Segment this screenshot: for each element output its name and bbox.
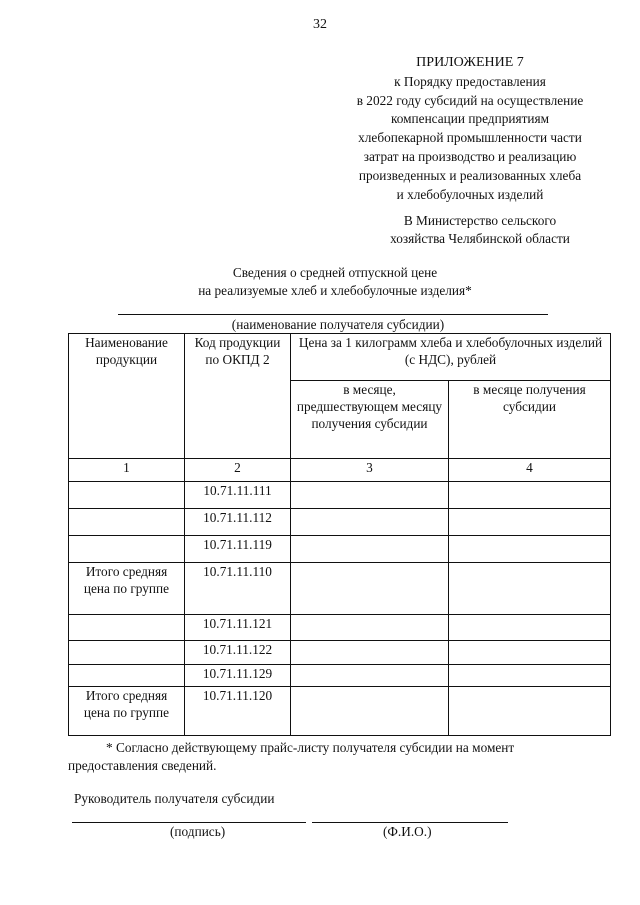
- cell-product-name: [69, 615, 185, 641]
- cell-prev-price: [291, 482, 449, 509]
- table-header-row: [69, 334, 611, 381]
- addressee-line: хозяйства Челябинской области: [390, 231, 570, 246]
- appendix-line: компенсации предприятиям: [390, 111, 550, 127]
- cell-prev-price: [291, 509, 449, 536]
- table-row-total: [69, 563, 611, 615]
- footnote-line: * Согласно действующему прайс-листу получателя субсидии на момент: [106, 740, 515, 755]
- appendix-line: к Порядку предоставления: [394, 73, 546, 89]
- cell-okpd-code: 10.71.11.110: [185, 563, 291, 615]
- appendix-block: [330, 54, 610, 204]
- recipient-name-label: (наименование получателя субсидии): [231, 317, 445, 332]
- full-name-label: (Ф.И.О.): [383, 824, 432, 839]
- table-row-total: [69, 687, 611, 736]
- cell-product-name: [69, 509, 185, 536]
- table-row: [69, 509, 611, 536]
- table-row: [69, 482, 611, 509]
- recipient-name-line: [118, 314, 548, 315]
- cell-prev-price: [291, 687, 449, 736]
- cell-okpd-code: 10.71.11.111: [185, 482, 291, 509]
- cell-cur-price: [449, 687, 611, 736]
- header-prev-month: в месяце, предшествующем месяцу получения субсидии: [291, 381, 449, 459]
- appendix-line: хлебопекарной промышленности части: [358, 130, 582, 146]
- cell-okpd-code: 10.71.11.119: [185, 536, 291, 563]
- cell-cur-price: [449, 615, 611, 641]
- form-heading: [100, 264, 570, 300]
- cell-cur-price: [449, 665, 611, 687]
- price-table: [68, 333, 611, 736]
- column-number: 2: [185, 459, 291, 482]
- table-row: [69, 615, 611, 641]
- appendix-line: затрат на производство и реализацию: [363, 148, 577, 164]
- heading-line: на реализуемые хлеб и хлебобулочные изделия*: [198, 283, 472, 298]
- heading-line: Сведения о средней отпускной цене: [232, 265, 438, 280]
- cell-product-name: Итого средняя цена по группе: [69, 563, 185, 615]
- cell-prev-price: [291, 563, 449, 615]
- appendix-line: в 2022 году субсидий на осуществление: [356, 92, 584, 108]
- cell-okpd-code: 10.71.11.112: [185, 509, 291, 536]
- signature-label: (подпись): [170, 824, 226, 839]
- header-price-group: Цена за 1 килограмм хлеба и хлебобулочных изделий (с НДС), рублей: [291, 334, 611, 381]
- cell-okpd-code: 10.71.11.129: [185, 665, 291, 687]
- table-row: [69, 641, 611, 665]
- cell-product-name: [69, 665, 185, 687]
- cell-product-name: [69, 641, 185, 665]
- footnote-line: предоставления сведений.: [68, 758, 217, 773]
- cell-okpd-code: 10.71.11.122: [185, 641, 291, 665]
- page-number: 32: [313, 17, 327, 32]
- cell-cur-price: [449, 563, 611, 615]
- header-product-name: Наименование продукции: [69, 334, 185, 459]
- signature-line: [72, 822, 306, 823]
- column-number-row: [69, 459, 611, 482]
- cell-okpd-code: 10.71.11.120: [185, 687, 291, 736]
- appendix-title: ПРИЛОЖЕНИЕ 7: [416, 55, 524, 70]
- footnote: [68, 739, 610, 775]
- appendix-line: произведенных и реализованных хлеба: [358, 167, 582, 183]
- header-okpd-code: Код продукции по ОКПД 2: [185, 334, 291, 459]
- head-label: Руководитель получателя субсидии: [74, 791, 275, 806]
- appendix-line: и хлебобулочных изделий: [396, 186, 544, 202]
- cell-prev-price: [291, 536, 449, 563]
- header-cur-month: в месяце получения субсидии: [449, 381, 611, 459]
- column-number: 4: [449, 459, 611, 482]
- cell-prev-price: [291, 641, 449, 665]
- cell-cur-price: [449, 641, 611, 665]
- cell-cur-price: [449, 509, 611, 536]
- column-number: 3: [291, 459, 449, 482]
- cell-cur-price: [449, 482, 611, 509]
- cell-product-name: Итого средняя цена по группе: [69, 687, 185, 736]
- cell-okpd-code: 10.71.11.121: [185, 615, 291, 641]
- addressee-line: В Министерство сельского: [403, 213, 557, 228]
- table-row: [69, 665, 611, 687]
- cell-prev-price: [291, 615, 449, 641]
- cell-product-name: [69, 536, 185, 563]
- cell-prev-price: [291, 665, 449, 687]
- full-name-line: [312, 822, 508, 823]
- cell-product-name: [69, 482, 185, 509]
- cell-cur-price: [449, 536, 611, 563]
- table-row: [69, 536, 611, 563]
- addressee-block: [330, 212, 630, 248]
- column-number: 1: [69, 459, 185, 482]
